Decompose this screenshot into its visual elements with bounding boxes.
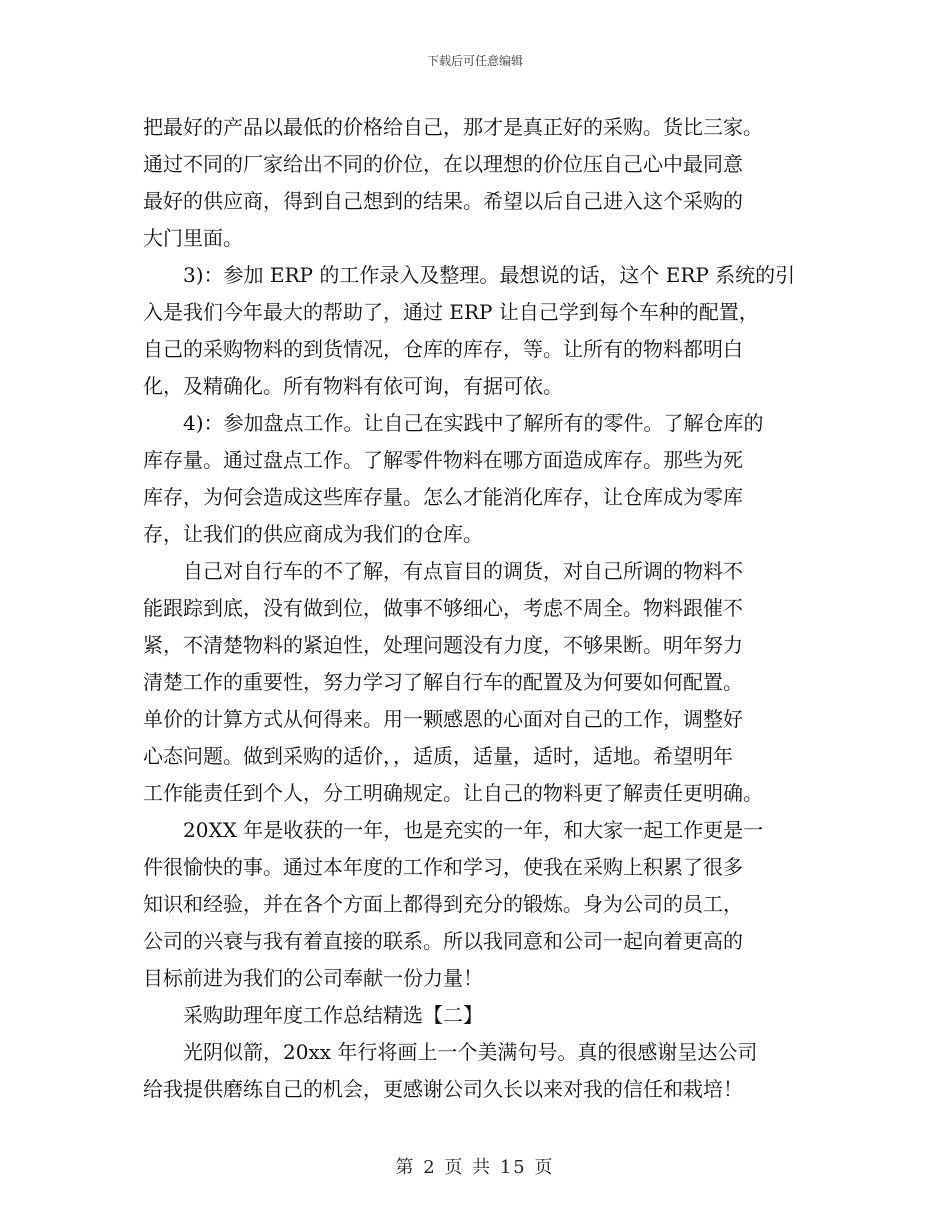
document-body xyxy=(143,109,809,1108)
text-line: 大门里面。 xyxy=(143,226,243,250)
text-line: 工作能责任到个人，分工明确规定。让自己的物料更了解责任更明确。 xyxy=(143,781,763,805)
text-line: 知识和经验，并在各个方面上都得到充分的锻炼。身为公司的员工， xyxy=(143,892,743,916)
text-line: 件很愉快的事。通过本年度的工作和学习，使我在采购上积累了很多 xyxy=(143,855,743,879)
text-line: 库存，为何会造成这些库存量。怎么才能消化库存，让仓库成为零库 xyxy=(143,485,743,509)
text-line: 20XX 年是收获的一年，也是充实的一年，和大家一起工作更是一 xyxy=(143,818,764,842)
text-line: 给我提供磨练自己的机会，更感谢公司久长以来对我的信任和栽培！ xyxy=(143,1077,743,1101)
text-line: 单价的计算方式从何得来。用一颗感恩的心面对自己的工作，调整好 xyxy=(143,707,743,731)
text-line: 把最好的产品以最低的价格给自己，那才是真正好的采购。货比三家。 xyxy=(143,115,763,139)
text-line: 入是我们今年最大的帮助了，通过 ERP 让自己学到每个车种的配置， xyxy=(143,300,759,324)
text-line: 通过不同的厂家给出不同的价位，在以理想的价位压自己心中最同意 xyxy=(143,152,743,176)
text-line: 4)：参加盘点工作。让自己在实践中了解所有的零件。了解仓库的 xyxy=(143,411,764,435)
text-line: 自己的采购物料的到货情况，仓库的库存，等。让所有的物料都明白 xyxy=(143,337,743,361)
text-line: 最好的供应商，得到自己想到的结果。希望以后自己进入这个采购的 xyxy=(143,189,743,213)
text-line: 库存量。通过盘点工作。了解零件物料在哪方面造成库存。那些为死 xyxy=(143,448,743,472)
text-line: 清楚工作的重要性，努力学习了解自行车的配置及为何要如何配置。 xyxy=(143,670,743,694)
page-number: 第 2 页 共 15 页 xyxy=(395,1157,555,1178)
text-line: 3)：参加 ERP 的工作录入及整理。最想说的话，这个 ERP 系统的引 xyxy=(143,263,796,287)
text-line: 紧，不清楚物料的紧迫性，处理问题没有力度，不够果断。明年努力 xyxy=(143,633,743,657)
text-line: 目标前进为我们的公司奉献一份力量！ xyxy=(143,966,483,990)
text-line: 自己对自行车的不了解，有点盲目的调货，对自己所调的物料不 xyxy=(143,559,743,583)
text-line: 光阴似箭，20xx 年行将画上一个美满句号。真的很感谢呈达公司 xyxy=(143,1040,758,1064)
page-header: 下载后可任意编辑 xyxy=(426,54,523,68)
text-line: 心态问题。做到采购的适价，，适质，适量，适时，适地。希望明年 xyxy=(143,744,733,768)
text-line: 公司的兴衰与我有着直接的联系。所以我同意和公司一起向着更高的 xyxy=(143,929,743,953)
text-line: 化，及精确化。所有物料有依可询，有据可依。 xyxy=(143,374,563,398)
section-heading: 采购助理年度工作总结精选【二】 xyxy=(143,1003,483,1027)
text-line: 存，让我们的供应商成为我们的仓库。 xyxy=(143,522,483,546)
text-line: 能跟踪到底，没有做到位，做事不够细心，考虑不周全。物料跟催不 xyxy=(143,596,743,620)
